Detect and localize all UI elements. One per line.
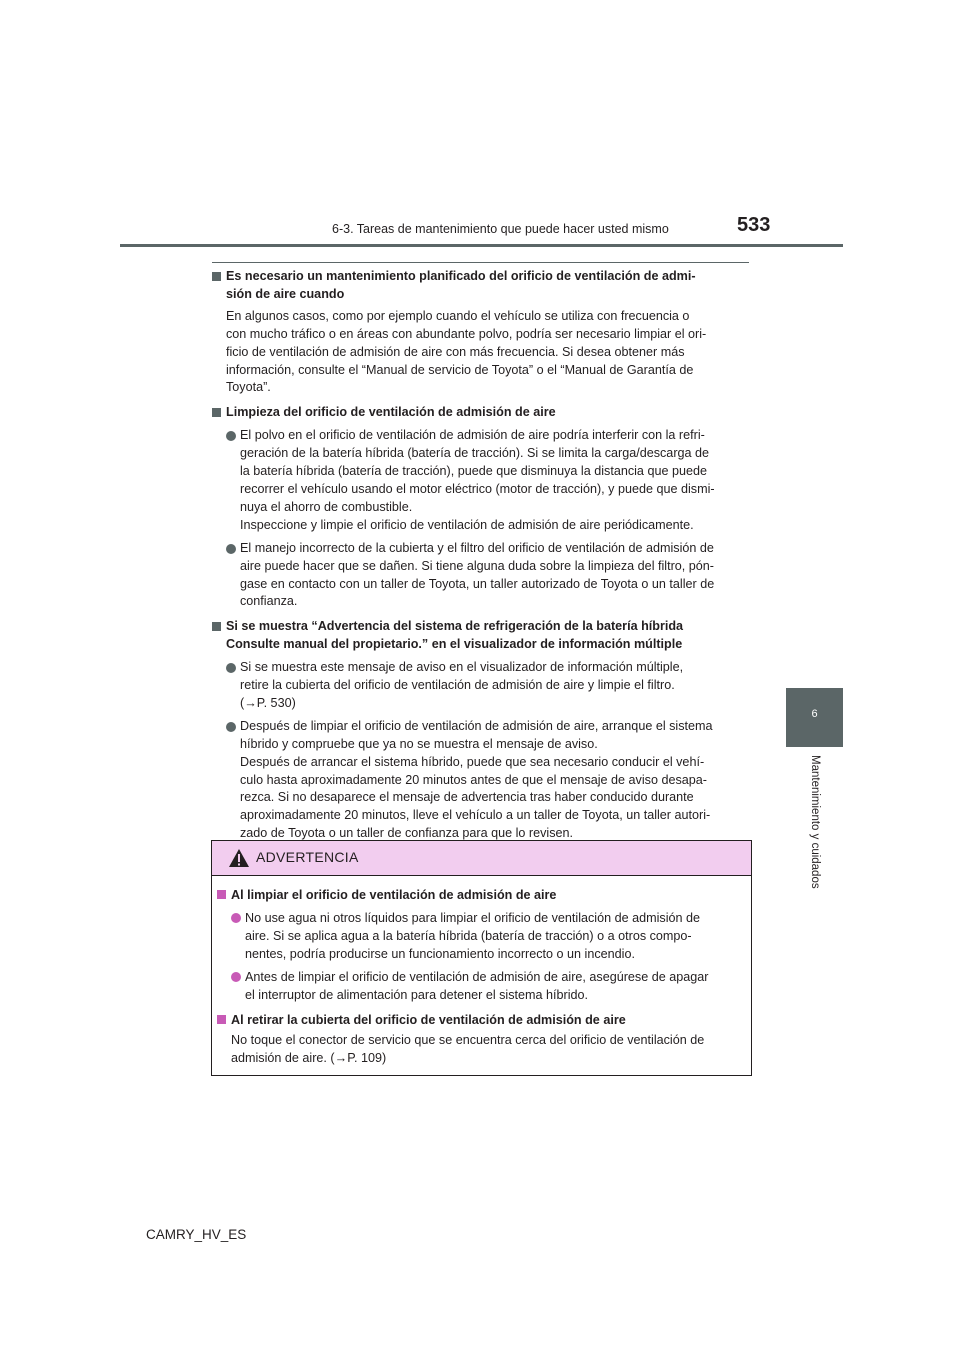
square-bullet-icon <box>212 272 221 281</box>
content-top-rule <box>212 262 749 263</box>
section-title: Es necesario un mantenimiento planificado del orificio de ventilación de admi- sión de aire cuando <box>212 268 754 304</box>
main-content <box>212 268 754 850</box>
warning-paragraph: No toque el conector de servicio que se encuentra cerca del orificio de ventilación de admisión de aire. (→P. 109) <box>217 1031 743 1067</box>
section-paragraph: En algunos casos, como por ejemplo cuando el vehículo se utiliza con frecuencia o con mucho tráfico o en áreas con abundante polvo, podría ser necesario limpiar el ori- ficio de ventilación de admisión de aire con más frecuencia. Si desea obtener más información, consulte el “Manual de servicio de Toyota” o el “Manual de Garantía de Toyota”. <box>226 308 707 395</box>
chapter-number: 6 <box>811 708 818 720</box>
bullet-item: El manejo incorrecto de la cubierta y el filtro del orificio de ventilación de admisión de aire puede hacer que se dañen. Si tiene alguna duda sobre la limpieza del filtro, pón- gase en contacto con un taller de Toyota, un taller autorizado de Toyota o un taller de confianza. <box>212 540 754 612</box>
square-bullet-icon <box>217 890 226 899</box>
warning-body <box>212 876 751 1067</box>
round-bullet-icon <box>226 663 236 673</box>
chapter-tab[interactable] <box>786 688 843 747</box>
header-section-title: 6-3. Tareas de mantenimiento que puede hacer usted mismo <box>332 222 669 236</box>
chapter-title: Mantenimiento y cuidados <box>808 755 821 889</box>
bullet-item: El polvo en el orificio de ventilación de admisión de aire podría interferir con la refri- geración de la batería híbrida (batería de tracción). Si se limita la carga/descarga de la batería híbrida (batería de tracción), puede que disminuya la distancia que puede recorrer el vehículo usando el motor eléctrico (motor de tracción), y puede que dismi- nuya el ahorro de combustible. Inspeccione y limpie el orificio de ventilación de admisión de aire periódicamente. <box>212 427 754 534</box>
bullet-item: Si se muestra este mensaje de aviso en el visualizador de información múltiple, retire la cubierta del orificio de ventilación de admisión de aire y limpie el filtro. (→P. 530) <box>212 659 754 713</box>
page-reference-link[interactable]: (→P. 530) <box>240 695 296 710</box>
square-bullet-icon <box>212 408 221 417</box>
section-title: Limpieza del orificio de ventilación de admisión de aire <box>212 404 754 422</box>
warning-bullet-item: Antes de limpiar el orificio de ventilación de admisión de aire, asegúrese de apagar el interruptor de alimentación para detener el sistema híbrido. <box>217 968 743 1004</box>
warning-triangle-icon <box>228 848 250 868</box>
warning-section-title: Al limpiar el orificio de ventilación de admisión de aire <box>217 886 743 904</box>
bullet-item: Después de limpiar el orificio de ventilación de admisión de aire, arranque el sistema híbrido y compruebe que ya no se muestra el mensaje de aviso. Después de arrancar el sistema híbrido, puede que sea necesario conducir el vehí- culo hasta aproximadamente 20 minutos antes de que el mensaje de aviso desapa- rezca. Si no desaparece el mensaje de advertencia tras haber conducido durante aproximadamente 20 minutos, lleve el vehículo a un taller de Toyota, un taller autori- zado de Toyota o un taller de confianza para que lo revisen. <box>212 718 754 843</box>
header-rule <box>120 244 843 247</box>
section-title: Si se muestra “Advertencia del sistema de refrigeración de la batería híbrida Consulte manual del propietario.” en el visualizador de información múltiple <box>212 618 754 654</box>
warning-section <box>217 886 743 1004</box>
warning-title: ADVERTENCIA <box>256 849 359 865</box>
round-bullet-icon <box>226 431 236 441</box>
round-bullet-icon <box>226 544 236 554</box>
warning-section-title: Al retirar la cubierta del orificio de ventilación de admisión de aire <box>217 1011 743 1029</box>
warning-header <box>212 841 751 876</box>
section-maintenance-planning <box>212 268 754 397</box>
page-reference-link[interactable]: admisión de aire. (→P. 109) <box>231 1051 387 1065</box>
page-number: 533 <box>737 214 771 236</box>
section-warning-message <box>212 618 754 843</box>
model-code: CAMRY_HV_ES <box>146 1227 247 1242</box>
round-bullet-icon <box>231 913 241 923</box>
warning-bullet-item: No use agua ni otros líquidos para limpiar el orificio de ventilación de admisión de aire. Si se aplica agua a la batería híbrida (batería de tracción) o a otros compo- nentes, podría producirse un funcionamiento incorrecto o un incendio. <box>217 909 743 963</box>
square-bullet-icon <box>212 622 221 631</box>
section-cleaning <box>212 404 754 611</box>
warning-section <box>217 1011 743 1067</box>
round-bullet-icon <box>226 722 236 732</box>
round-bullet-icon <box>231 972 241 982</box>
warning-box <box>211 840 752 1076</box>
square-bullet-icon <box>217 1015 226 1024</box>
chapter-side-label <box>786 755 843 905</box>
